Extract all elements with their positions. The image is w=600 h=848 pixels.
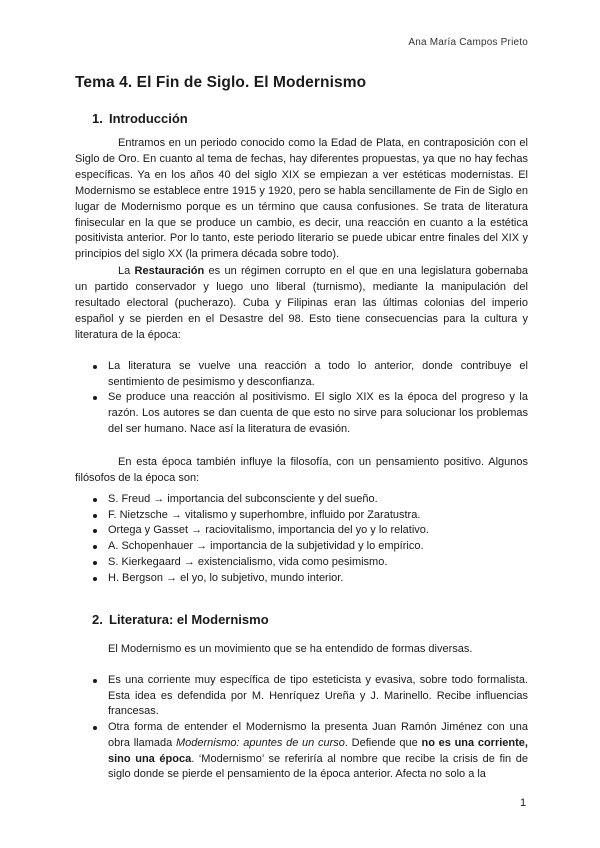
text-run: La: [118, 265, 135, 277]
section-heading-modernismo: [92, 612, 269, 627]
list-item: A. Schopenhauer → importancia de la subjetividad y lo empírico.: [92, 539, 528, 555]
list-item: Es una corriente muy específica de tipo esteticista y evasiva, sobre todo formalista. Esta idea es defendida por M. Henríquez Ureña y J. Marinello. Recibe influencias francesas.: [92, 673, 528, 720]
bold-claim: no es una corriente, sino una época: [108, 736, 528, 765]
list-item: Ortega y Gasset → raciovitalismo, importancia del yo y lo relativo.: [92, 523, 528, 539]
paragraph-filosofia: En esta época también influye la filosofía, con un pensamiento positivo. Algunos filósofos de la época son:: [75, 456, 528, 484]
text-run: . ‘Modernismo’ se referiría al nombre que recibe la crisis de fin de siglo donde se pierde el pensamiento de la época anterior. Afecta no solo a la: [108, 752, 528, 781]
paragraph-modernismo-intro: El Modernismo es un movimiento que se ha entendido de formas diversas.: [108, 643, 473, 655]
list-item: S. Kierkegaard → existencialismo, vida como pesimismo.: [92, 555, 528, 571]
consequences-list: [92, 359, 528, 438]
text-run: Otra forma de entender el Modernismo la presenta Juan Ramón Jiménez con una obra llamada: [108, 721, 528, 749]
list-item: H. Bergson → el yo, lo subjetivo, mundo interior.: [92, 571, 528, 587]
list-item: [92, 720, 528, 783]
page-number: 1: [520, 797, 527, 809]
section-number: 2.: [92, 612, 103, 627]
list-item: F. Nietzsche → vitalismo y superhombre, influido por Zaratustra.: [92, 508, 528, 524]
modernismo-list: [92, 673, 528, 783]
section-number: 1.: [92, 111, 103, 126]
page-header-author: Ana María Campos Prieto: [408, 37, 528, 48]
document-title: Tema 4. El Fin de Siglo. El Modernismo: [75, 74, 367, 91]
text-run: . Defiende que: [344, 736, 422, 749]
list-item: Se produce una reacción al positivismo. El siglo XIX es la época del progreso y la razón. Los autores se dan cuenta de que esto no sirve para solucionar los problemas del ser humano. Nace así la literatura de evasión.: [92, 390, 528, 437]
section-title: Introducción: [109, 111, 188, 126]
section-heading-introduccion: [92, 111, 188, 126]
section-title: Literatura: el Modernismo: [109, 612, 269, 627]
paragraph-intro: Entramos en un periodo conocido como la Edad de Plata, en contraposición con el Siglo de Oro. En cuanto al tema de fechas, hay diferentes propuestas, ya que no hay fechas específicas. Ya en los años 40 del siglo XIX se empiezan a ver estéticas modernistas. El Modernismo se establece entre 1915 y 1920, pero se habla sencillamente de Fin de Siglo en lugar de Modernismo porque es un término que causa confusiones. Se trata de literatura finisecular en la que se produce un cambio, es decir, una reacción en cuanto a la estética positivista anterior. Por lo tanto, este periodo literario se puede ubicar entre finales del XIX y principios del siglo XX (la primera década sobre todo).: [75, 137, 528, 261]
text-run: es un régimen corrupto en el que en una legislatura gobernaba un partido conservador y luego uno liberal (turnismo), mediante la manipulación del resultado electoral (pucherazo). Cuba y Filipinas eran las últimas colonias del imperio español y se pierden en el Desastre del 98. Esto tiene consecuencias para la cultura y literatura de la época:: [75, 265, 529, 341]
philosophers-list: [92, 492, 528, 586]
list-item: La literatura se vuelve una reacción a todo lo anterior, donde contribuye el sentimiento de pesimismo y desconfianza.: [92, 359, 528, 390]
book-title: Modernismo: apuntes de un curso: [175, 736, 345, 749]
paragraph-restauracion: [75, 264, 528, 344]
bold-term: Restauración: [134, 265, 205, 277]
list-item: S. Freud → importancia del subconsciente y del sueño.: [92, 492, 528, 508]
